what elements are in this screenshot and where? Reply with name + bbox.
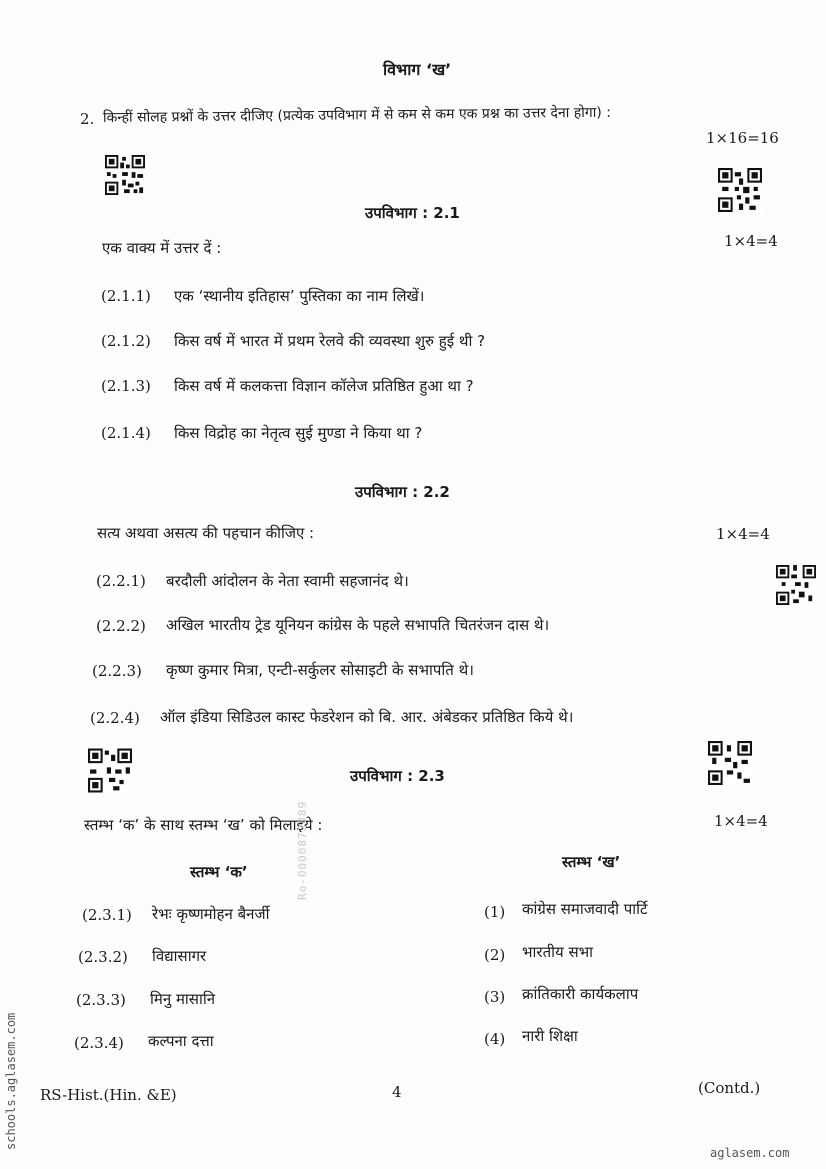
item-number: (2.2.1) bbox=[96, 572, 146, 590]
match-a-text: कल्पना दत्ता bbox=[148, 1032, 214, 1050]
subsection-marks: 1×4=4 bbox=[714, 812, 768, 830]
faint-watermark: Ro-0000872889 bbox=[296, 800, 309, 900]
match-a-text: रेभः कृष्णमोहन बैनर्जी bbox=[152, 905, 270, 923]
item-number: (2.1.4) bbox=[101, 424, 151, 442]
paper-code: RS-Hist.(Hin. &E) bbox=[40, 1086, 177, 1104]
match-a-number: (2.3.3) bbox=[76, 991, 126, 1009]
subsection-marks: 1×4=4 bbox=[724, 232, 778, 250]
match-b-text: भारतीय सभा bbox=[522, 943, 594, 961]
page-number: 4 bbox=[392, 1083, 402, 1101]
qr-code-icon bbox=[105, 155, 145, 195]
item-number: (2.2.3) bbox=[92, 662, 142, 680]
subsection-instruction: सत्य अथवा असत्य की पहचान कीजिए : bbox=[97, 524, 315, 542]
item-text: किस वर्ष में भारत में प्रथम रेलवे की व्यवस्था शुरु हुई थी ? bbox=[174, 332, 486, 350]
qr-code-icon bbox=[88, 748, 132, 793]
subsection-title: उपविभाग : 2.2 bbox=[355, 483, 450, 501]
match-b-number: (4) bbox=[484, 1030, 506, 1048]
match-b-number: (2) bbox=[484, 946, 506, 964]
match-b-number: (1) bbox=[484, 903, 506, 921]
section-title: विभाग ‘ख’ bbox=[383, 60, 452, 79]
item-number: (2.1.2) bbox=[101, 332, 151, 350]
match-b-text: नारी शिक्षा bbox=[522, 1027, 578, 1045]
qr-code-icon bbox=[708, 740, 752, 786]
subsection-marks: 1×4=4 bbox=[716, 525, 770, 543]
site-watermark: aglasem.com bbox=[710, 1146, 790, 1160]
match-b-text: क्रांतिकारी कार्यकलाप bbox=[522, 985, 639, 1003]
match-a-text: विद्यासागर bbox=[152, 947, 207, 965]
column-b-header: स्तम्भ ‘ख’ bbox=[562, 853, 621, 871]
item-text: अखिल भारतीय ट्रेड यूनियन कांग्रेस के पहले सभापति चितरंजन दास थे। bbox=[166, 616, 550, 634]
item-number: (2.1.1) bbox=[101, 287, 151, 305]
subsection-title: उपविभाग : 2.1 bbox=[365, 204, 460, 222]
match-a-text: मिनु मासानि bbox=[150, 990, 216, 1008]
question-number: 2. bbox=[80, 110, 95, 128]
question-marks: 1×16=16 bbox=[706, 129, 779, 147]
continued-label: (Contd.) bbox=[698, 1079, 761, 1097]
question-text: किन्हीं सोलह प्रश्नों के उत्तर दीजिए (प्रत्येक उपविभाग में से कम से कम एक प्रश्न का उत्तर देना होगा) : bbox=[102, 104, 612, 126]
match-b-number: (3) bbox=[484, 988, 506, 1006]
match-a-number: (2.3.4) bbox=[74, 1034, 124, 1052]
item-text: बरदौली आंदोलन के नेता स्वामी सहजानंद थे। bbox=[166, 572, 409, 590]
match-a-number: (2.3.1) bbox=[82, 906, 132, 924]
item-text: ऑल इंडिया सिडिउल कास्ट फेडरेशन को बि. आर. अंबेडकर प्रतिष्ठित किये थे। bbox=[160, 708, 574, 726]
match-b-text: कांग्रेस समाजवादी पार्टि bbox=[522, 900, 648, 918]
item-text: किस विद्रोह का नेतृत्व सुई मुण्डा ने किया था ? bbox=[174, 424, 423, 442]
subsection-instruction: स्तम्भ ‘क’ के साथ स्तम्भ ‘ख’ को मिलाइये : bbox=[84, 816, 323, 834]
subsection-title: उपविभाग : 2.3 bbox=[350, 767, 445, 785]
qr-code-icon bbox=[718, 165, 762, 215]
match-a-number: (2.3.2) bbox=[78, 948, 128, 966]
item-number: (2.2.2) bbox=[96, 617, 146, 635]
item-number: (2.1.3) bbox=[101, 377, 151, 395]
item-number: (2.2.4) bbox=[90, 709, 140, 727]
side-watermark: schools.aglasem.com bbox=[4, 1012, 18, 1150]
item-text: कृष्ण कुमार मित्रा, एन्टी-सर्कुलर सोसाइटी के सभापति थे। bbox=[166, 661, 474, 679]
subsection-instruction: एक वाक्य में उत्तर दें : bbox=[102, 239, 222, 257]
column-a-header: स्तम्भ ‘क’ bbox=[190, 863, 248, 881]
qr-code-icon bbox=[776, 565, 816, 605]
item-text: एक ‘स्थानीय इतिहास’ पुस्तिका का नाम लिखें। bbox=[174, 287, 425, 305]
item-text: किस वर्ष में कलकत्ता विज्ञान कॉलेज प्रतिष्ठित हुआ था ? bbox=[174, 377, 474, 395]
